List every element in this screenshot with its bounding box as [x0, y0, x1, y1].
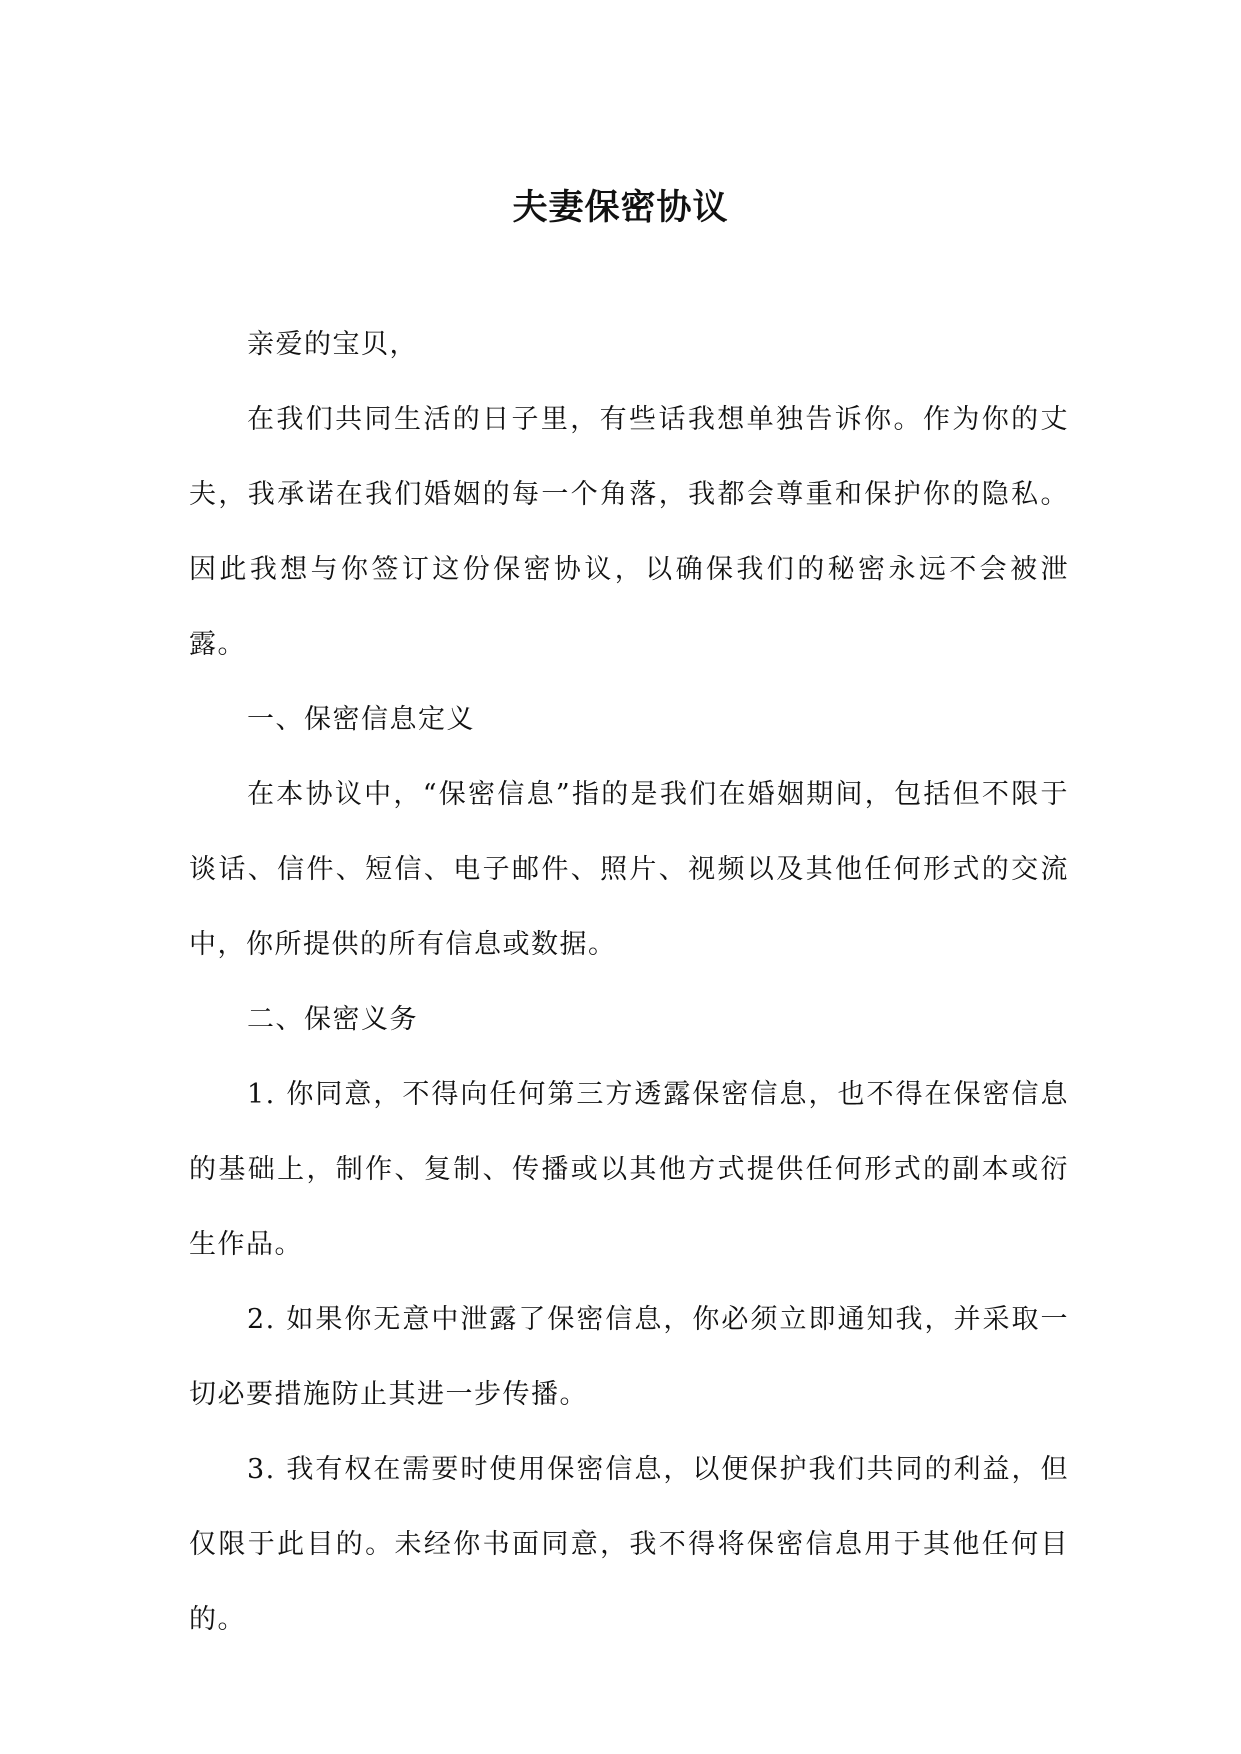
obligation-item-1: 1. 你同意，不得向任何第三方透露保密信息，也不得在保密信息的基础上，制作、复制、传播或以其他方式提供任何形式的副本或衍生作品。: [189, 1079, 1069, 1260]
intro-paragraph: 在我们共同生活的日子里，有些话我想单独告诉你。作为你的丈夫，我承诺在我们婚姻的每一个角落，我都会尊重和保护你的隐私。因此我想与你签订这份保密协议，以确保我们的秘密永远不会被泄露。: [189, 404, 1069, 660]
document-title: 夫妻保密协议: [512, 187, 729, 228]
obligation-item-2: 2. 如果你无意中泄露了保密信息，你必须立即通知我，并采取一切必要措施防止其进一步传播。: [189, 1304, 1069, 1410]
document-body: [189, 307, 1069, 1657]
definition-paragraph: 在本协议中，“保密信息”指的是我们在婚姻期间，包括但不限于谈话、信件、短信、电子邮件、照片、视频以及其他任何形式的交流中，你所提供的所有信息或数据。: [189, 779, 1069, 960]
obligation-item-3: 3. 我有权在需要时使用保密信息，以便保护我们共同的利益，但仅限于此目的。未经你书面同意，我不得将保密信息用于其他任何目的。: [189, 1454, 1069, 1635]
section-heading-obligations: 二、保密义务: [247, 1004, 418, 1035]
section-heading-definition: 一、保密信息定义: [247, 704, 475, 735]
salutation: 亲爱的宝贝，: [247, 329, 418, 360]
